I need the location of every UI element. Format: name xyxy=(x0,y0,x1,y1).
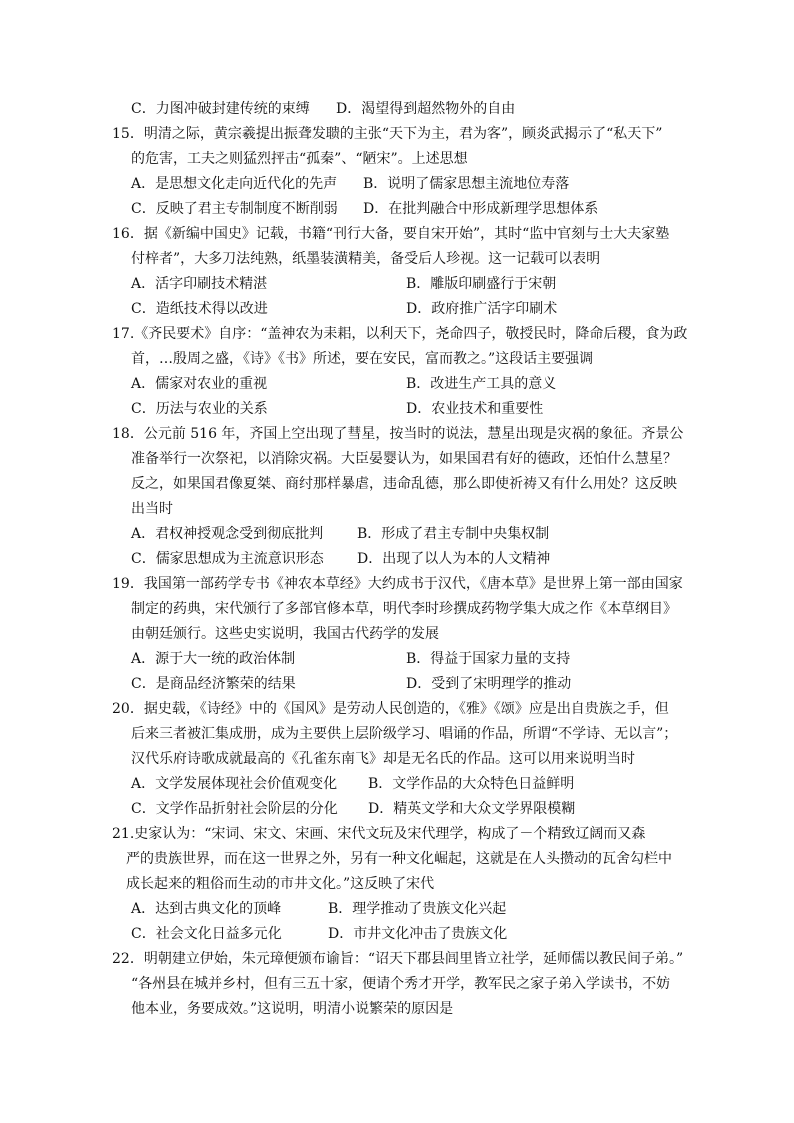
q16-option-c: C．造纸技术得以改进 xyxy=(131,301,268,317)
q17-stem-line-1: 17.《齐民要术》自序：“盖神农为耒耜，以利天下，尧命四子，敬授民时，降命后稷，食为政 xyxy=(112,326,688,342)
q16-stem-line-1: 16．据《新编中国史》记载，书籍“刊行大备，要自宋开始”，其时“监中官刻与士大夫家塾 xyxy=(112,226,670,242)
q21-option-a: A．达到古典文化的顶峰 xyxy=(131,901,282,917)
q19-option-b: B．得益于国家力量的支持 xyxy=(406,651,571,667)
q22-stem-line-1: 22．明朝建立伊始，朱元璋便颁布谕旨：“诏天下郡县闾里皆立社学，延师儒以教民间子弟。” xyxy=(112,951,684,967)
q18-stem-line-4: 出当时 xyxy=(131,501,173,517)
q21-stem-line-3: 成长起来的粗俗而生动的市井文化。”这反映了宋代 xyxy=(126,876,435,892)
q19-option-c: C．是商品经济繁荣的结果 xyxy=(131,676,296,692)
q20-stem-line-1: 20．据史载，《诗经》中的《国风》是劳动人民创造的，《雅》《颂》应是出自贵族之手，但 xyxy=(112,701,669,717)
q18-option-b: B．形成了君主专制中央集权制 xyxy=(357,526,550,542)
q16-option-b: B．雕版印刷盛行于宋朝 xyxy=(406,276,557,292)
q19-option-a: A．源于大一统的政治体制 xyxy=(131,651,296,667)
q21-option-d: D．市井文化冲击了贵族文化 xyxy=(328,926,508,942)
q14-option-c: C．力图冲破封建传统的束缚 xyxy=(131,101,310,117)
q22-stem-line-3: 他本业，务要成效。”这说明，明清小说繁荣的原因是 xyxy=(131,1001,454,1017)
q19-stem-line-3: 由朝廷颁行。这些史实说明，我国古代药学的发展 xyxy=(131,626,439,642)
q21-option-c: C．社会文化日益多元化 xyxy=(131,926,282,942)
q18-option-c: C．儒家思想成为主流意识形态 xyxy=(131,551,324,567)
q21-stem-line-2: 严的贵族世界，而在这一世界之外，另有一种文化崛起，这就是在人头攒动的瓦舍勾栏中 xyxy=(126,851,672,867)
q18-option-d: D．出现了以人为本的人文精神 xyxy=(357,551,551,567)
q16-option-d: D．政府推广活字印刷术 xyxy=(406,301,558,317)
q14-option-d: D．渴望得到超然物外的自由 xyxy=(336,101,516,117)
q18-stem-line-2: 准备举行一次祭祀，以消除灾祸。大臣晏婴认为，如果国君有好的德政，还怕什么慧星？ xyxy=(131,451,677,467)
q17-option-c: C．历法与农业的关系 xyxy=(131,401,268,417)
q20-option-b: B．文学作品的大众特色日益鲜明 xyxy=(368,776,575,792)
q18-stem-line-3: 反之，如果国君像夏桀、商纣那样暴虐，违命乱德，那么即使祈祷又有什么用处？这反映 xyxy=(131,476,677,492)
q17-stem-line-2: 首，…殷周之盛，《诗》《书》所述，要在安民，富而教之。”这段话主要强调 xyxy=(131,351,594,367)
q18-stem-line-1: 18．公元前 516 年，齐国上空出现了彗星，按当时的说法，慧星出现是灾祸的象征。齐景公 xyxy=(112,426,684,442)
q18-option-a: A．君权神授观念受到彻底批判 xyxy=(131,526,324,542)
q21-option-b: B．理学推动了贵族文化兴起 xyxy=(328,901,507,917)
q19-option-d: D．受到了宋明理学的推动 xyxy=(406,676,572,692)
q16-option-a: A．活字印刷技术精湛 xyxy=(131,276,268,292)
q22-stem-line-2: “各州县在城并乡村，但有三五十家，便请个秀才开学，教军民之家子弟入学读书，不妨 xyxy=(131,976,671,992)
q20-option-a: A．文学发展体现社会价值观变化 xyxy=(131,776,338,792)
q19-stem-line-2: 制定的药典，宋代颁行了多部官修本草，明代李时珍撰成药物学集大成之作《本草纲目》 xyxy=(131,601,677,617)
q21-stem-line-1: 21.史家认为：“宋词、宋文、宋画、宋代文玩及宋代理学，构成了－个精致辽阔而又森 xyxy=(112,826,646,842)
q15-option-d: D．在批判融合中形成新理学思想体系 xyxy=(363,201,599,217)
q16-stem-line-2: 付梓者”，大多刀法纯熟，纸墨装潢精美，备受后人珍视。这一记载可以表明 xyxy=(131,251,601,267)
q19-stem-line-1: 19．我国第一部药学专书《神农本草经》大约成书于汉代，《唐本草》是世界上第一部由国家 xyxy=(112,576,683,592)
q15-option-b: B．说明了儒家思想主流地位寿落 xyxy=(363,176,570,192)
q15-option-a: A．是思想文化走向近代化的先声 xyxy=(131,176,338,192)
q15-stem-line-1: 15．明清之际，黄宗羲提出振聋发聩的主张“天下为主，君为客”，顾炎武揭示了“私天下” xyxy=(112,126,663,142)
q15-stem-line-2: 的危害，工夫之则猛烈抨击“孤秦”、“陋宋”。上述思想 xyxy=(131,151,468,167)
q17-option-b: B．改进生产工具的意义 xyxy=(406,376,557,392)
q17-option-d: D．农业技术和重要性 xyxy=(406,401,544,417)
q20-stem-line-3: 汉代乐府诗歌成就最高的《孔雀东南飞》却是无名氏的作品。这可以用来说明当时 xyxy=(131,751,635,767)
q17-option-a: A．儒家对农业的重视 xyxy=(131,376,268,392)
q20-stem-line-2: 后来三者被汇集成册，成为主要供上层阶级学习、唱诵的作品，所谓“不学诗、无以言”； xyxy=(131,726,678,742)
q20-option-c: C．文学作品折射社会阶层的分化 xyxy=(131,801,338,817)
q15-option-c: C．反映了君主专制制度不断削弱 xyxy=(131,201,338,217)
q20-option-d: D．精英文学和大众文学界限模糊 xyxy=(368,801,576,817)
